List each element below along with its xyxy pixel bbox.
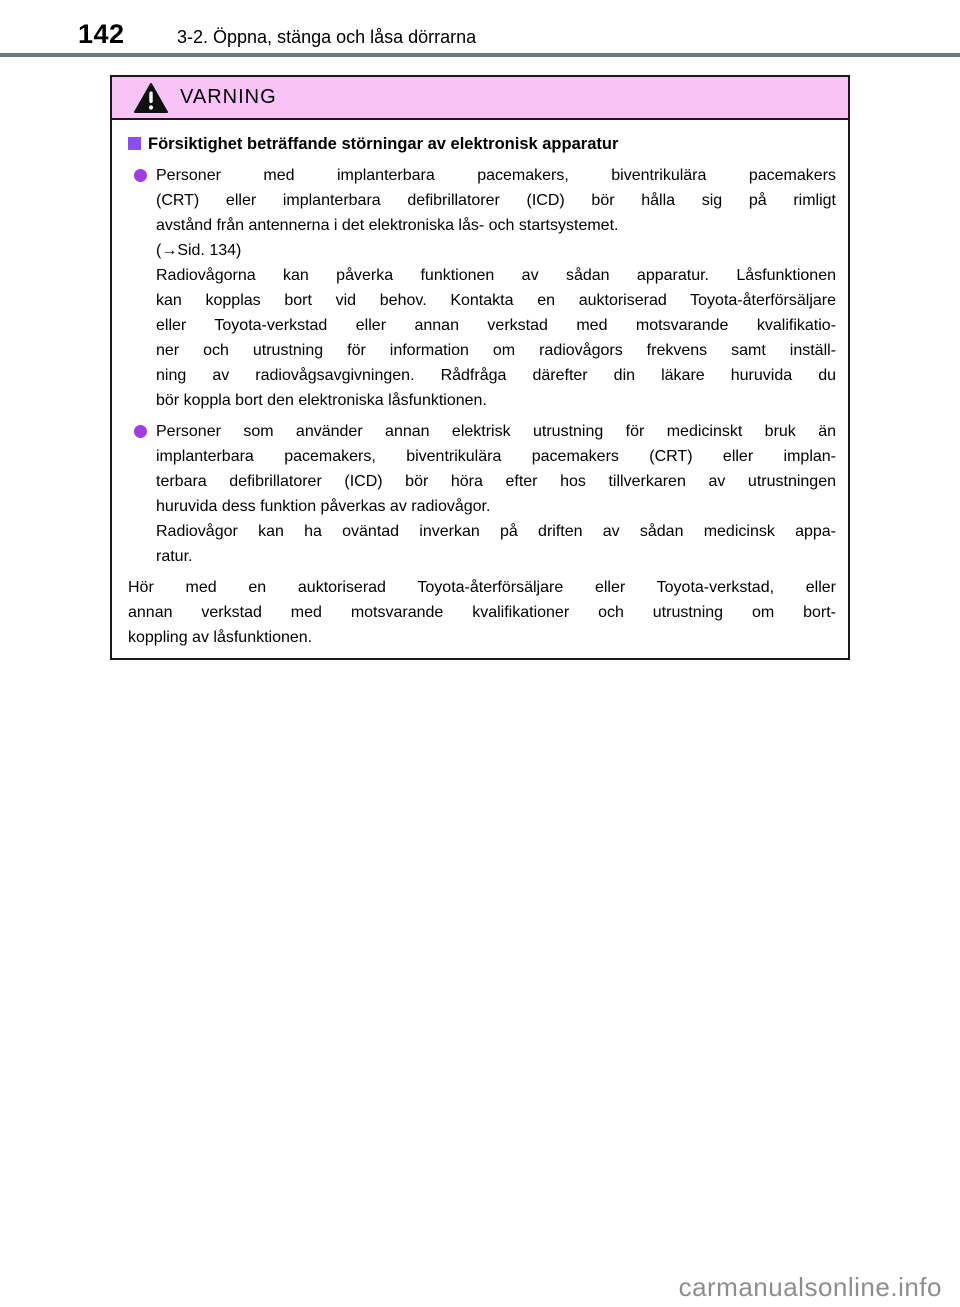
warning-text-line: koppling av låsfunktionen.	[128, 629, 313, 646]
warning-text-line: (→Sid. 134)	[156, 242, 242, 259]
warning-item-text	[156, 163, 836, 413]
warning-text-line: Personer som använder annan elektrisk utrustning för medicinskt bruk än	[156, 423, 836, 440]
square-bullet-icon	[128, 137, 141, 150]
warning-text-line: kan kopplas bort vid behov. Kontakta en auktoriserad Toyota-återförsäljare	[156, 292, 836, 309]
warning-item-text	[156, 419, 836, 569]
warning-title: VARNING	[180, 86, 277, 108]
section-title: 3-2. Öppna, stänga och låsa dörrarna	[177, 27, 477, 47]
warning-box	[110, 75, 850, 660]
header-divider	[0, 53, 960, 57]
warning-text-line: ning av radiovågsavgivningen. Rådfråga därefter din läkare huruvida du	[156, 367, 836, 384]
warning-text-line: ratur.	[156, 548, 193, 565]
warning-text-line: avstånd från antennerna i det elektroniska lås- och startsystemet.	[156, 217, 619, 234]
warning-heading	[128, 132, 836, 157]
warning-bullet-item	[134, 163, 836, 413]
circle-bullet-icon	[134, 169, 147, 182]
warning-text-line: huruvida dess funktion påverkas av radiovågor.	[156, 498, 491, 515]
warning-heading-text: Försiktighet beträffande störningar av elektronisk apparatur	[148, 135, 619, 153]
warning-header	[112, 77, 848, 120]
warning-text-line: ner och utrustning för information om radiovågors frekvens samt inställ-	[156, 342, 836, 359]
warning-bullet-item	[134, 419, 836, 569]
warning-text-line: Radiovågor kan ha oväntad inverkan på driften av sådan medicinsk appa-	[156, 523, 836, 540]
warning-text-line: Personer med implanterbara pacemakers, biventrikulära pacemakers	[156, 167, 836, 184]
warning-footer-paragraph	[128, 575, 836, 650]
circle-bullet-icon	[134, 425, 147, 438]
warning-text-line: implanterbara pacemakers, biventrikulära pacemakers (CRT) eller implan-	[156, 448, 836, 465]
page-number: 142	[78, 19, 125, 49]
warning-text-line: annan verkstad med motsvarande kvalifikationer och utrustning om bort-	[128, 604, 836, 621]
warning-body	[112, 120, 848, 650]
watermark: carmanualsonline.info	[678, 1272, 942, 1302]
warning-text-line: bör koppla bort den elektroniska låsfunktionen.	[156, 392, 487, 409]
warning-items	[128, 163, 836, 569]
warning-text-line: Radiovågorna kan påverka funktionen av sådan apparatur. Låsfunktionen	[156, 267, 836, 284]
warning-text-line: (CRT) eller implanterbara defibrillatorer (ICD) bör hålla sig på rimligt	[156, 192, 836, 209]
warning-text-line: terbara defibrillatorer (ICD) bör höra efter hos tillverkaren av utrustningen	[156, 473, 836, 490]
warning-text-line: eller Toyota-verkstad eller annan verkstad med motsvarande kvalifikatio-	[156, 317, 836, 334]
warning-text-line: Hör med en auktoriserad Toyota-återförsäljare eller Toyota-verkstad, eller	[128, 579, 836, 596]
warning-triangle-icon	[134, 83, 168, 113]
